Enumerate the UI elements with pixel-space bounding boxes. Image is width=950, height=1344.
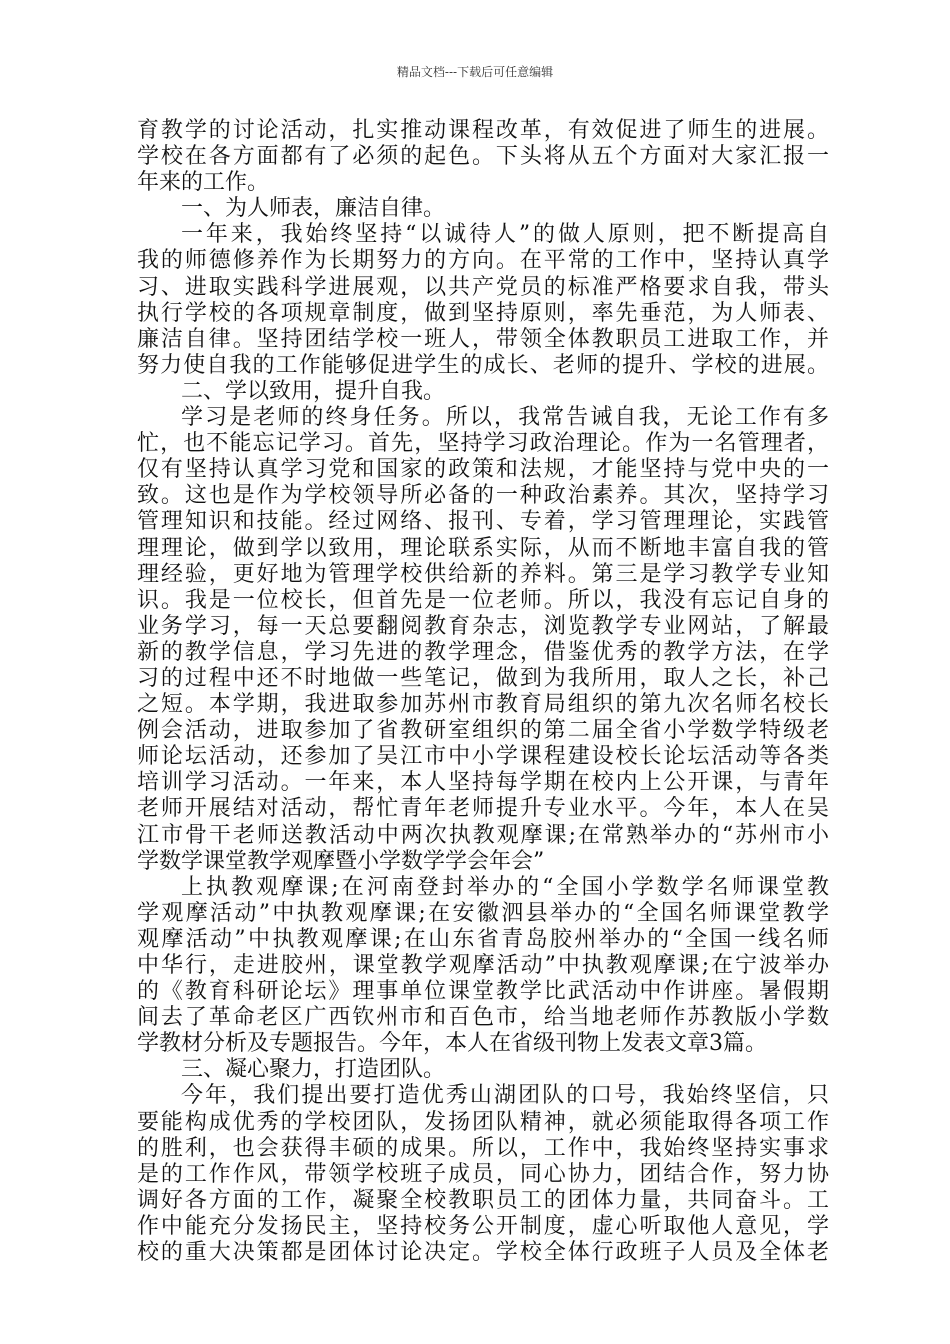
text-line: 致。这也是作为学校领导所必备的一种政治素养。其次，坚持学习 bbox=[137, 483, 829, 509]
text-line: 一年来，我始终坚持“以诚待人”的做人原则，把不断提高自 bbox=[181, 222, 829, 248]
text-line: 校的重大决策都是团体讨论决定。学校全体行政班子人员及全体老 bbox=[137, 1240, 829, 1266]
text-line: 习、进取实践科学进展观，以共产党员的标准严格要求自我，带头 bbox=[137, 274, 829, 300]
text-line: 学观摩活动”中执教观摩课;在安徽泗县举办的“全国名师课堂教学 bbox=[137, 900, 829, 926]
text-line: 二、学以致用，提升自我。 bbox=[181, 378, 446, 404]
text-line: 新的教学信息，学习先进的教学理念，借鉴优秀的教学方法，在学 bbox=[137, 639, 829, 665]
text-line: 习的过程中还不时地做一些笔记，做到为我所用，取人之长，补己 bbox=[137, 665, 829, 691]
text-line: 上执教观摩课;在河南登封举办的“全国小学数学名师课堂教 bbox=[181, 874, 829, 900]
text-line: 中华行，走进胶州，课堂教学观摩活动”中执教观摩课;在宁波举办 bbox=[137, 953, 829, 978]
text-line: 例会活动，进取参加了省教研室组织的第二届全省小学数学特级老 bbox=[137, 718, 829, 744]
text-line: 识。我是一位校长，但首先是一位老师。所以，我没有忘记自身的 bbox=[137, 587, 829, 613]
text-line: 今年，我们提出要打造优秀山湖团队的口号，我始终坚信，只 bbox=[181, 1083, 829, 1109]
text-line: 三、凝心聚力，打造团队。 bbox=[181, 1057, 446, 1083]
text-line: 作中能充分发扬民主，坚持校务公开制度，虚心听取他人意见，学 bbox=[137, 1213, 829, 1239]
text-line: 培训学习活动。一年来，本人坚持每学期在校内上公开课，与青年 bbox=[137, 770, 829, 796]
document-body bbox=[137, 118, 829, 1266]
text-line: 育教学的讨论活动，扎实推动课程改革，有效促进了师生的进展。 bbox=[137, 118, 829, 143]
text-line: 江市骨干老师送教活动中两次执教观摩课;在常熟举办的“苏州市小 bbox=[137, 822, 829, 848]
text-line: 之短。本学期，我进取参加苏州市教育局组织的第九次名师名校长 bbox=[137, 692, 829, 718]
text-line: 老师开展结对活动，帮忙青年老师提升专业水平。今年，本人在吴 bbox=[137, 796, 829, 822]
text-line: 廉洁自律。坚持团结学校一班人，带领全体教职员工进取工作，并 bbox=[137, 326, 829, 352]
text-line: 仅有坚持认真学习党和国家的政策和法规，才能坚持与党中央的一 bbox=[137, 457, 829, 483]
text-line: 观摩活动”中执教观摩课;在山东省青岛胶州举办的“全国一线名师 bbox=[137, 926, 829, 952]
text-line: 努力使自我的工作能够促进学生的成长、老师的提升、学校的进展。 bbox=[137, 352, 829, 378]
text-line: 是的工作作风，带领学校班子成员，同心协力，团结合作，努力协 bbox=[137, 1161, 829, 1187]
text-line: 调好各方面的工作，凝聚全校教职员工的团体力量，共同奋斗。工 bbox=[137, 1187, 829, 1213]
text-line: 的《教育科研论坛》理事单位课堂教学比武活动中作讲座。暑假期 bbox=[137, 979, 829, 1005]
text-line: 忙，也不能忘记学习。首先，坚持学习政治理论。作为一名管理者， bbox=[137, 431, 829, 457]
text-line: 学习是老师的终身任务。所以，我常告诫自我，无论工作有多 bbox=[181, 405, 829, 431]
text-line: 一、为人师表，廉洁自律。 bbox=[181, 196, 446, 222]
text-line: 要能构成优秀的学校团队，发扬团队精神，就必须能取得各项工作 bbox=[137, 1109, 829, 1135]
text-line: 年来的工作。 bbox=[137, 170, 270, 196]
text-line: 学教材分析及专题报告。今年，本人在省级刊物上发表文章3篇。 bbox=[137, 1031, 767, 1057]
text-line: 理经验，更好地为管理学校供给新的养料。第三是学习教学专业知 bbox=[137, 561, 829, 587]
text-line: 学数学课堂教学观摩暨小学数学学会年会” bbox=[137, 848, 545, 874]
text-line: 间去了革命老区广西钦州市和百色市，给当地老师作苏教版小学数 bbox=[137, 1005, 829, 1031]
text-line: 管理知识和技能。经过网络、报刊、专着，学习管理理论，实践管 bbox=[137, 509, 829, 535]
page-header: 精品文档---下载后可任意编辑 bbox=[396, 65, 554, 79]
text-line: 我的师德修养作为长期努力的方向。在平常的工作中，坚持认真学 bbox=[137, 248, 829, 274]
text-line: 的胜利，也会获得丰硕的成果。所以，工作中，我始终坚持实事求 bbox=[137, 1135, 829, 1161]
text-line: 师论坛活动，还参加了吴江市中小学课程建设校长论坛活动等各类 bbox=[137, 744, 829, 770]
text-line: 理理论，做到学以致用，理论联系实际，从而不断地丰富自我的管 bbox=[137, 535, 829, 561]
text-line: 执行学校的各项规章制度，做到坚持原则，率先垂范，为人师表、 bbox=[137, 300, 829, 326]
text-line: 业务学习，每一天总要翻阅教育杂志，浏览教学专业网站，了解最 bbox=[137, 613, 829, 639]
text-line: 学校在各方面都有了必须的起色。下头将从五个方面对大家汇报一 bbox=[137, 144, 829, 170]
